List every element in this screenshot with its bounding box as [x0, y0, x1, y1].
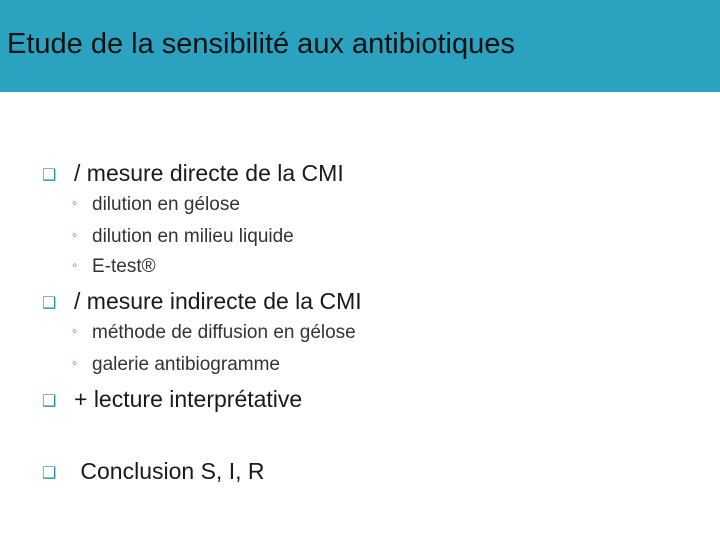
square-bullet-icon: ❑ — [42, 167, 57, 184]
hollow-circle-bullet-icon: ◦ — [72, 227, 78, 244]
list-item-label: Conclusion S, I, R — [74, 458, 265, 484]
list-item-label: / mesure indirecte de la CMI — [74, 288, 362, 314]
sub-item-label: dilution en gélose — [92, 194, 240, 215]
hollow-circle-bullet-icon: ◦ — [72, 257, 78, 274]
title-bar — [0, 0, 720, 92]
hollow-circle-bullet-icon: ◦ — [72, 195, 78, 212]
sub-item-label: dilution en milieu liquide — [92, 226, 294, 247]
sub-item-label: méthode de diffusion en gélose — [92, 322, 356, 343]
sub-item-label: E-test® — [92, 256, 156, 277]
list-item-label: + lecture interprétative — [74, 386, 303, 412]
sub-item-label: galerie antibiogramme — [92, 354, 280, 375]
list-item-label: / mesure directe de la CMI — [74, 160, 344, 186]
square-bullet-icon: ❑ — [42, 393, 57, 410]
square-bullet-icon: ❑ — [42, 465, 57, 482]
square-bullet-icon: ❑ — [42, 295, 57, 312]
hollow-circle-bullet-icon: ◦ — [72, 355, 78, 372]
slide-title: Etude de la sensibilité aux antibiotiques — [7, 28, 515, 60]
hollow-circle-bullet-icon: ◦ — [72, 323, 78, 340]
